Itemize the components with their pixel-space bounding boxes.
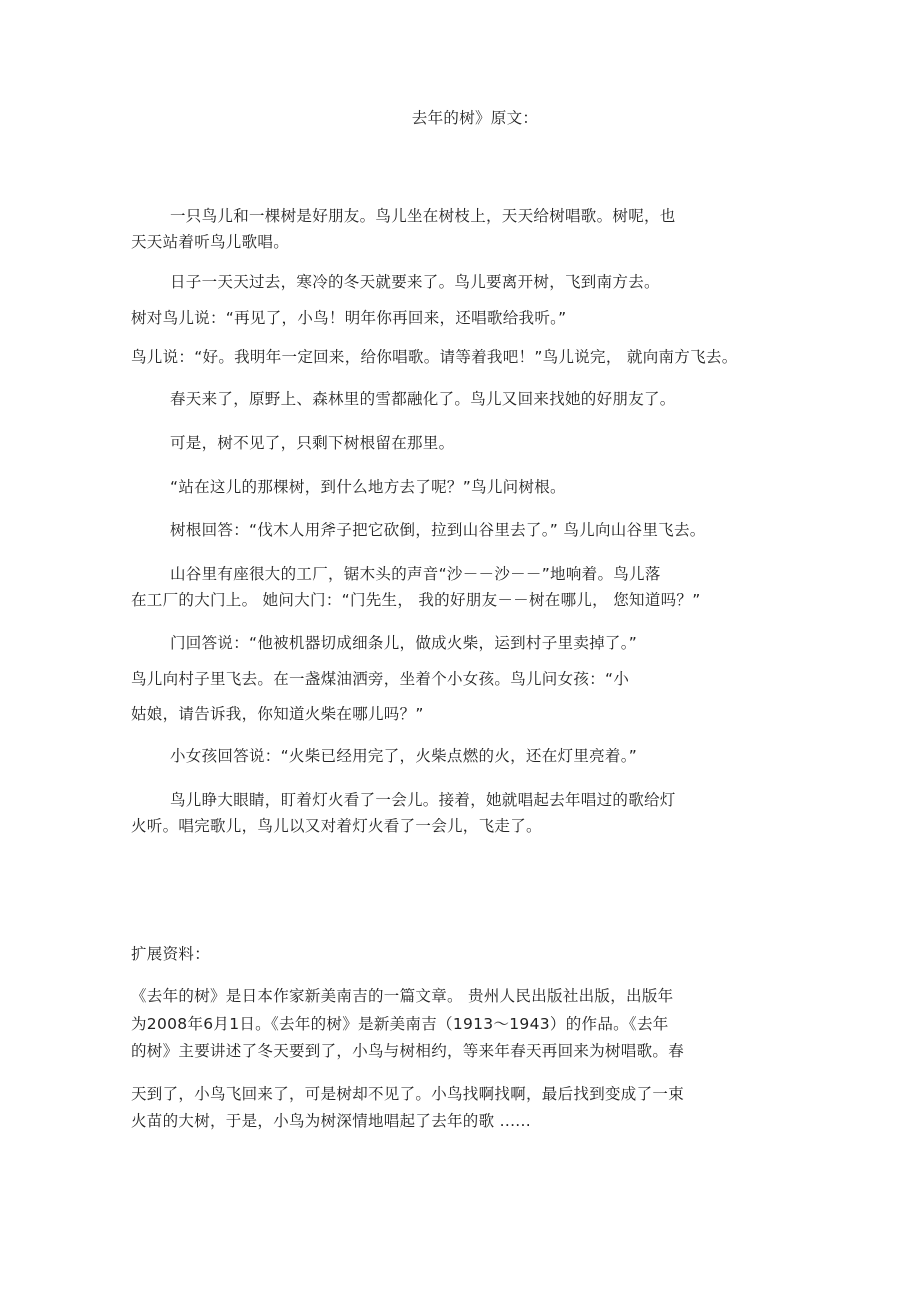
extended-line: 为2008年6月1日。《去年的树》是新美南吉（1913～1943）的作品。《去年 (131, 1015, 669, 1033)
extended-line: 《去年的树》是日本作家新美南吉的一篇文章。 贵州人民出版社出版，出版年 (131, 987, 674, 1005)
story-line: 门回答说：“他被机器切成细条儿，做成火柴，运到村子里卖掉了。” (170, 634, 638, 652)
story-line: 一只鸟儿和一棵树是好朋友。鸟儿坐在树枝上，天天给树唱歌。树呢，也 (170, 207, 676, 225)
story-line: 鸟儿睁大眼睛，盯着灯火看了一会儿。接着，她就唱起去年唱过的歌给灯 (170, 791, 676, 809)
story-line: 可是，树不见了，只剩下树根留在那里。 (170, 434, 455, 452)
story-line: “站在这儿的那棵树，到什么地方去了呢？”鸟儿问树根。 (170, 478, 566, 496)
story-line: 春天来了，原野上、森林里的雪都融化了。鸟儿又回来找她的好朋友了。 (170, 390, 676, 408)
story-line: 鸟儿说：“好。我明年一定回来，给你唱歌。请等着我吧！”鸟儿说完， 就向南方飞去。 (131, 348, 738, 366)
story-line: 姑娘，请告诉我，你知道火柴在哪儿吗？” (131, 705, 424, 723)
story-line: 天天站着听鸟儿歌唱。 (131, 233, 290, 251)
story-line: 日子一天天过去，寒冷的冬天就要来了。鸟儿要离开树，飞到南方去。 (170, 273, 660, 291)
document-title: 去年的树》原文： (411, 109, 539, 127)
story-line: 山谷里有座很大的工厂，锯木头的声音“沙－－沙－－”地响着。鸟儿落 (170, 565, 661, 583)
extended-line: 火苗的大树，于是，小鸟为树深情地唱起了去年的歌 ...... (131, 1112, 531, 1130)
story-line: 小女孩回答说：“火柴已经用完了，火柴点燃的火，还在灯里亮着。” (170, 747, 638, 765)
story-line: 在工厂的大门上。 她问大门：“门先生， 我的好朋友－－树在哪儿， 您知道吗？” (131, 591, 701, 609)
extended-heading: 扩展资料： (131, 945, 211, 963)
story-line: 树对鸟儿说：“再见了，小鸟！明年你再回来，还唱歌给我听。” (131, 309, 567, 327)
extended-line: 的树》主要讲述了冬天要到了，小鸟与树相约，等来年春天再回来为树唱歌。春 (131, 1042, 685, 1060)
extended-line: 天到了，小鸟飞回来了，可是树却不见了。小鸟找啊找啊，最后找到变成了一束 (131, 1085, 685, 1103)
story-line: 火听。唱完歌儿，鸟儿以又对着灯火看了一会儿，飞走了。 (131, 817, 542, 835)
story-line: 树根回答：“伐木人用斧子把它砍倒，拉到山谷里去了。” 鸟儿向山谷里飞去。 (170, 521, 706, 539)
story-line: 鸟儿向村子里飞去。在一盏煤油洒旁，坐着个小女孩。鸟儿问女孩：“小 (131, 670, 630, 688)
